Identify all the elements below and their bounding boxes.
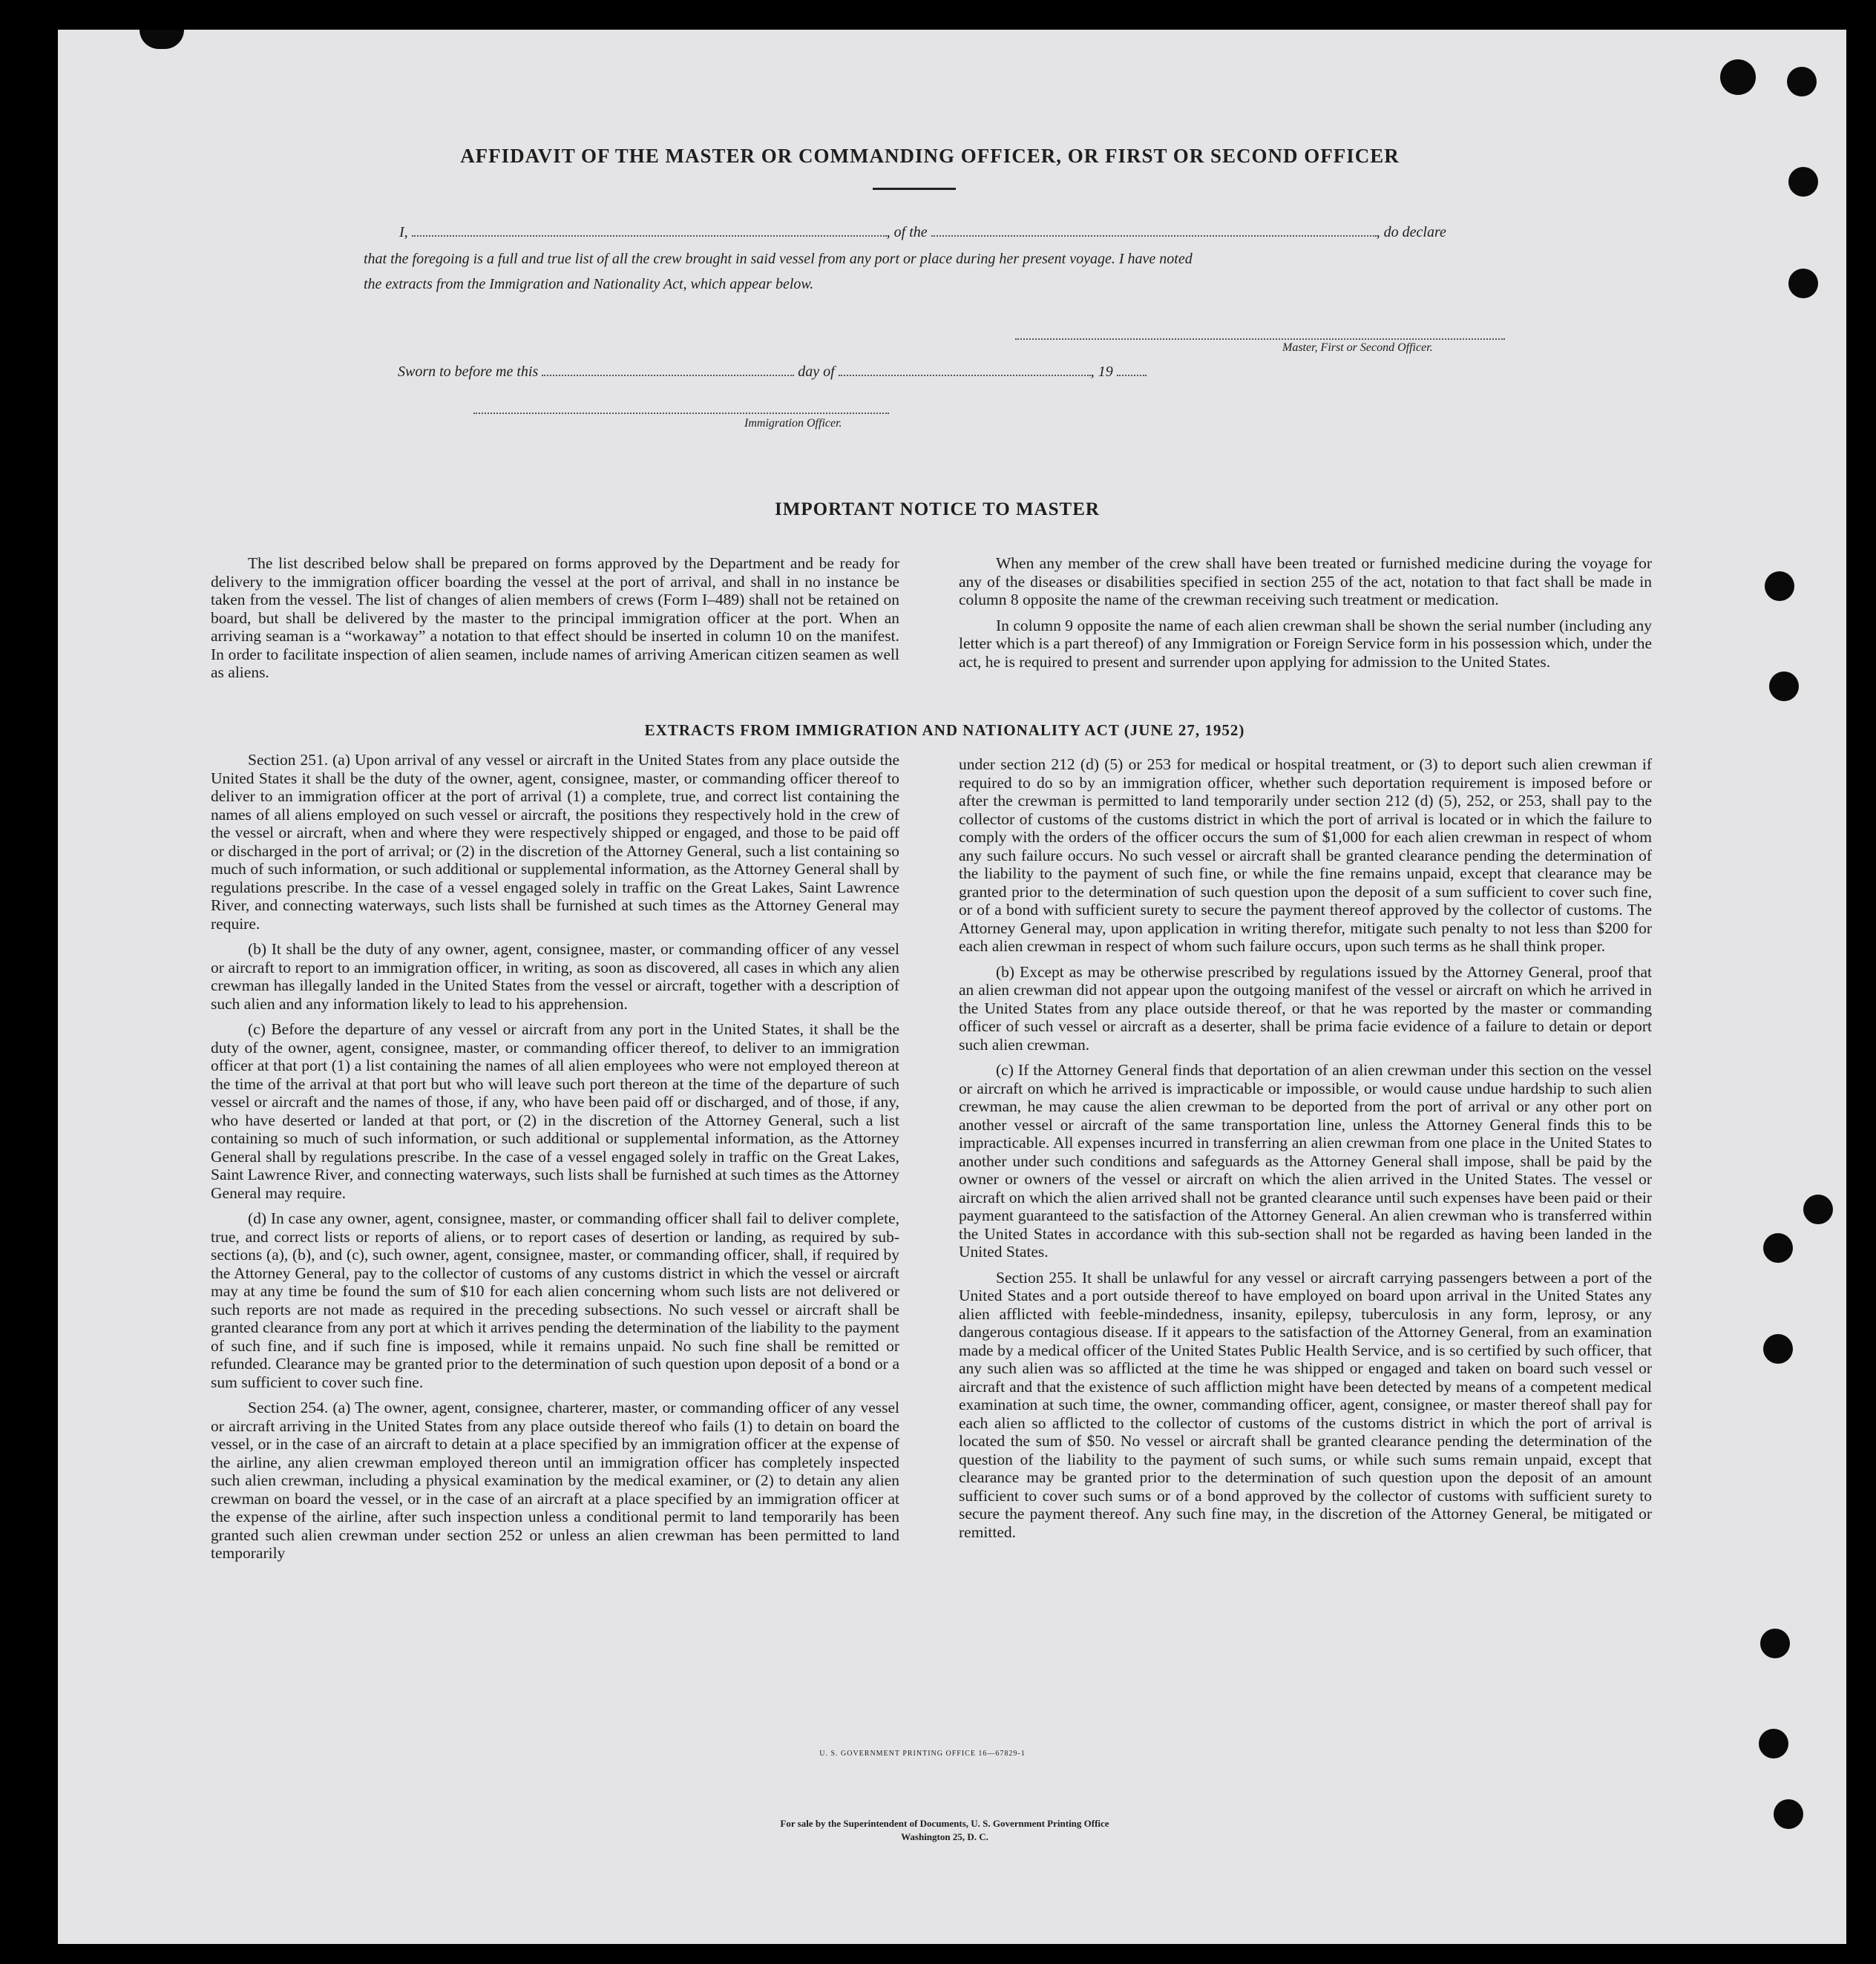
declaration-line-1: that the foregoing is a full and true list of all the crew brought in said vessel from any port or place during her present voyage. I have noted: [364, 251, 1193, 267]
title-rule: [873, 188, 956, 190]
affidavit-title: AFFIDAVIT OF THE MASTER OR COMMANDING OFFICER, OR FIRST OR SECOND OFFICER: [460, 145, 1400, 167]
act-paragraph: (c) Before the departure of any vessel or aircraft from any port in the United States, it shall be the duty of the owner, agent, consignee, master, or commanding officer thereof, to deliver to an immigration officer at that port (1) a list containing the names of all alien employees who were not employed thereon at the time of the arrival at that port but who will leave such port thereon at the time of the departure of such vessel or aircraft and the names of those, if any, who have been paid off or discharged, and of those, if any, who have deserted or landed at that port, or (2) in the discretion of the Attorney General, such a list containing so much of such information, or such additional or supplemental information, as the Attorney General shall by regulations prescribe. In the case of a vessel engaged solely in traffic on the Great Lakes, Saint Lawrence River, and connecting waterways, such lists shall be furnished at such times as the Attorney General may require.: [211, 1020, 899, 1202]
sworn-line: [398, 364, 1147, 381]
do-declare-label: , do declare: [1376, 224, 1446, 240]
extracts-title: EXTRACTS FROM IMMIGRATION AND NATIONALITY ACT (JUNE 27, 1952): [644, 721, 1245, 739]
punch-hole: [1769, 671, 1799, 701]
act-paragraph: Section 254. (a) The owner, agent, consignee, charterer, master, or commanding officer of any vessel or aircraft arriving in the United States from any place outside thereof who fails (1) to detain on board the vessel, or in the case of an aircraft to detain at a place specified by an immigration officer at the expense of the airline, any alien crewman employed thereon until an immigration officer has completely inspected such alien crewman, including a physical examination by the medical examiner, or (2) to detain any alien crewman on board the vessel, or in the case of an aircraft at a place specified by an immigration officer at the expense of the airline, after such inspection unless a conditional permit to land temporarily has been granted such alien crewman under section 252 or unless an alien crewman has been permitted to land temporarily: [211, 1399, 899, 1562]
of-the-label: , of the: [886, 224, 928, 240]
sworn-month-field[interactable]: [839, 364, 1091, 376]
sworn-day-field[interactable]: [542, 364, 794, 376]
declaration-line-2: the extracts from the Immigration and Nationality Act, which appear below.: [364, 276, 814, 292]
notice-paragraph: When any member of the crew shall have been treated or furnished medicine during the voyage for any of the diseases or disabilities specified in section 255 of the act, notation to that fact shall be made in column 8 opposite the name of the crewman receiving such treatment or medication.: [959, 554, 1652, 608]
act-paragraph: (c) If the Attorney General finds that deportation of an alien crewman under this section on the vessel or aircraft on which he arrived is impracticable or impossible, or would cause undue hardship to such alien crewman, he may cause the alien crewman to be deported from the port of arrival or any other port on another vessel or aircraft of the same transportation line, unless the Attorney General finds this to be impracticable. All expenses incurred in transferring an alien crewman from one place in the United States to another under such conditions and safeguards as the Attorney General shall impose, shall be paid by the owner or owners of the vessel or aircraft on which the alien arrived in the United States. The vessel or aircraft on which the alien arrived shall not be granted clearance until such expenses have been paid or their payment guaranteed to the satisfaction of the Attorney General. An alien crewman who is transferred within the United States in accordance with this sub-section shall not be regarded as having been landed in the United States.: [959, 1061, 1652, 1261]
punch-hole: [1763, 1233, 1793, 1263]
notice-paragraph: In column 9 opposite the name of each alien crewman shall be shown the serial number (including any letter which is a part thereof) of any Immigration or Foreign Service form in his possession which, under the act, he is required to present and surrender upon applying for admission to the United States.: [959, 616, 1652, 671]
document-page: [58, 30, 1846, 1944]
master-signature-caption: Master, First or Second Officer.: [1282, 341, 1433, 354]
notice-paragraph: The list described below shall be prepared on forms approved by the Department and be ready for delivery to the immigration officer boarding the vessel at the port of arrival, and shall in no instance be taken from the vessel. The list of changes of alien members of crews (Form I–489) shall not be retained on board, but shall be delivered by the master to the principal immigration officer at the port. When an arriving seaman is a “workaway” a notation to that effect should be inserted in column 10 on the manifest. In order to facilitate inspection of alien seamen, include names of arriving American citizen seamen as well as aliens.: [211, 554, 899, 681]
sworn-year-field[interactable]: [1117, 364, 1147, 376]
act-paragraph: (d) In case any owner, agent, consignee, master, or commanding officer shall fail to deliver complete, true, and correct lists or reports of aliens, or to report cases of desertion or landing, as required by sub-sections (a), (b), and (c), such owner, agent, consignee, master, or commanding officer, shall, if required by the Attorney General, pay to the collector of customs of any customs district in which the vessel or aircraft may at any time be found the sum of $10 for each alien concerning whom such lists are not delivered or such reports are not made as required in the preceding subsections. No such vessel or aircraft shall be granted clearance from any port at which it arrives pending the determination of the liability to the payment of such fine, and if such fine is imposed, while it remains unpaid. No such fine shall be remitted or refunded. Clearance may be granted prior to the determination of such question upon deposit of a bond or a sum sufficient to cover such fine.: [211, 1209, 899, 1391]
punch-hole: [1787, 67, 1817, 96]
extracts-right-column: [959, 755, 1652, 1548]
sale-line-2: Washington 25, D. C.: [901, 1831, 988, 1842]
punch-hole: [1788, 167, 1818, 197]
officer-caption: Immigration Officer.: [744, 417, 842, 430]
notice-right-column: [959, 554, 1652, 678]
sworn-label: Sworn to before me this: [398, 364, 539, 380]
punch-hole: [140, 30, 184, 49]
sale-line-1: For sale by the Superintendent of Documents, U. S. Government Printing Office: [780, 1818, 1109, 1829]
year-label: , 19: [1090, 364, 1113, 380]
punch-hole: [1765, 571, 1794, 601]
punch-hole: [1763, 1334, 1793, 1364]
officer-signature-line[interactable]: [473, 413, 889, 414]
day-of-label: day of: [798, 364, 835, 380]
i-label: I,: [399, 224, 408, 240]
act-paragraph: (b) Except as may be otherwise prescribed by regulations issued by the Attorney General, proof that an alien crewman did not appear upon the outgoing manifest of the vessel or aircraft on which he arrived in the United States from any place outside thereof, or that he was reported by the master or commanding officer of such vessel or aircraft as a deserter, shall be prima facie evidence of a failure to detain or deport such alien crewman.: [959, 962, 1652, 1054]
extracts-left-column: [211, 751, 899, 1570]
gpo-imprint: U. S. GOVERNMENT PRINTING OFFICE 16—67829-1: [819, 1750, 1026, 1758]
master-signature-line[interactable]: [1015, 338, 1505, 340]
act-paragraph: Section 255. It shall be unlawful for any vessel or aircraft carrying passengers between a port of the United States and a port outside thereof to have employed on board upon arrival in the United States any alien afflicted with feeble-mindedness, insanity, epilepsy, tuberculosis in any form, leprosy, or any dangerous contagious disease. If it appears to the satisfaction of the Attorney General, from an examination made by a medical officer of the United States Public Health Service, and is so certified by such officer, that any such alien was so afflicted at the time he was shipped or engaged and taken on board such vessel or aircraft and that the existence of such affliction might have been detected by means of a competent medical examination at such time, the owner, commanding officer, agent, consignee, or master thereof shall pay for each alien so afflicted to the collector of customs of the customs district in which the port of arrival is located the sum of $50. No vessel or aircraft shall be granted clearance pending the determination of the question of the liability to the payment of such sums, or while such sums remain unpaid, except that clearance may be granted prior to the determination of such question upon the deposit of an amount sufficient to cover such sums or of a bond approved by the collector of customs with sufficient surety to secure the payment thereof. Any such fine may, in the discretion of the Attorney General, be mitigated or remitted.: [959, 1268, 1652, 1541]
name-field[interactable]: [412, 225, 887, 237]
act-paragraph: under section 212 (d) (5) or 253 for medical or hospital treatment, or (3) to deport such alien crewman if required to do so by an immigration officer, whether such deportation requirement is imposed before or after the crewman is permitted to land temporarily under section 212 (d) (5), 252, or 253, shall pay to the collector of customs of the customs district in which the port of arrival is located or in which the failure to comply with the orders of the officer occurs the sum of $1,000 for each alien crewman in respect of whom any such failure occurs. No such vessel or aircraft shall be granted clearance pending the determination of the liability to the payment of such fine, or while the fine remains unpaid, except that clearance may be granted prior to the determination of such question upon the deposit of a sum sufficient to cover such fine, or of a bond with sufficient surety to secure the payment thereof approved by the collector of customs. The Attorney General may, upon application in writing therefor, mitigate such penalty to not less than $200 for each alien crewman in respect of whom such failure occurs, upon such terms as he shall think proper.: [959, 755, 1652, 955]
notice-title: IMPORTANT NOTICE TO MASTER: [775, 499, 1100, 519]
notice-left-column: [211, 554, 899, 689]
punch-hole: [1760, 1629, 1790, 1658]
act-paragraph: (b) It shall be the duty of any owner, agent, consignee, master, or commanding officer of any vessel or aircraft to report to an immigration officer, in writing, as soon as discovered, all cases in which any alien crewman has illegally landed in the United States from the vessel or aircraft, together with a description of such alien and any information likely to lead to his apprehension.: [211, 940, 899, 1013]
vessel-field[interactable]: [931, 225, 1377, 237]
punch-hole: [1720, 59, 1756, 95]
act-paragraph: Section 251. (a) Upon arrival of any vessel or aircraft in the United States from any place outside the United States it shall be the duty of the owner, agent, consignee, master, or commanding officer thereof to deliver to an immigration officer at the port of arrival (1) a complete, true, and correct list containing the names of all aliens employed on such vessel or aircraft, the positions they respectively hold in the crew of the vessel or aircraft, when and where they were respectively shipped or engaged, and those to be paid off or discharged in the port of arrival; or (2) in the discretion of the Attorney General, such a list containing so much of such information, or such additional or supplemental information, as the Attorney General shall by regulations prescribe. In the case of a vessel engaged solely in traffic on the Great Lakes, Saint Lawrence River, and connecting waterways, such lists shall be furnished at such times as the Attorney General may require.: [211, 751, 899, 933]
punch-hole: [1803, 1195, 1833, 1224]
punch-hole: [1788, 269, 1818, 298]
declarant-line: [399, 224, 1446, 241]
